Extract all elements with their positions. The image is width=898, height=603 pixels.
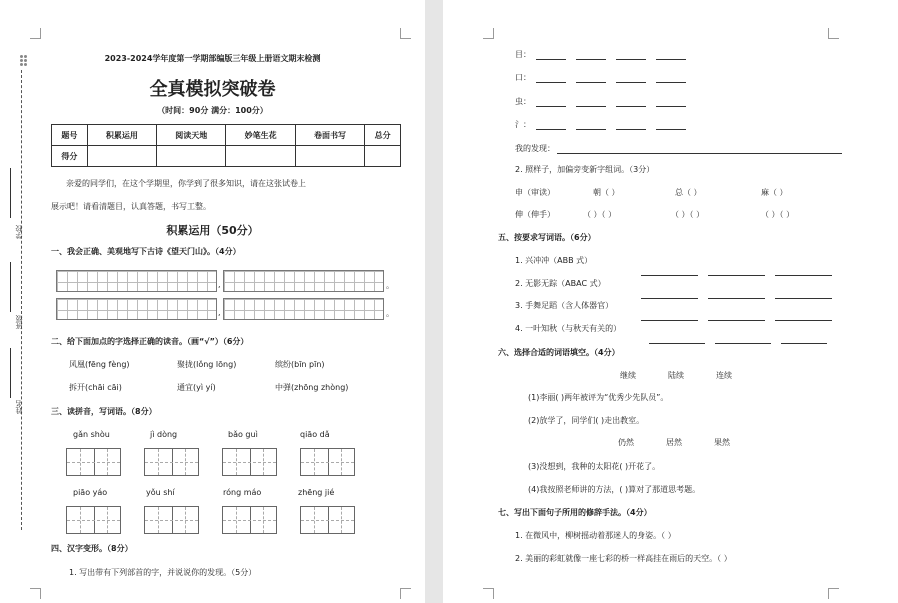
char-item[interactable]: 麻（ ） (761, 188, 788, 197)
intro-line-2: 展示吧！请看清题目，认真答题，书写工整。 (51, 202, 211, 211)
word-option: 居然 (666, 438, 682, 447)
radical-mu: 目： (515, 49, 686, 60)
table-header: 妙笔生花 (226, 125, 295, 146)
writing-grid[interactable] (223, 270, 384, 292)
word-option: 连续 (716, 371, 732, 380)
crop-mark (483, 28, 494, 39)
pinyin-label: bǎo guì (228, 430, 258, 439)
page-title: 全真模拟突破卷 (149, 79, 276, 100)
question-7: 七、写出下面句子所用的修辞手法。（4分） (498, 508, 652, 517)
q5-answer-lines[interactable] (641, 257, 832, 276)
question-3: 三、读拼音，写词语。（8分） (51, 407, 157, 416)
crop-mark (400, 588, 411, 599)
q5-item: 1. 兴冲冲（ABB 式） (515, 256, 593, 265)
score-cell[interactable] (295, 146, 364, 167)
q5-item: 2. 无影无踪（ABAC 式） (515, 279, 606, 288)
radical-kou: 口： (515, 72, 686, 83)
radical-chong: 虫： (515, 96, 686, 107)
pinyin-choice[interactable]: 中弹(zhōng zhòng) (275, 383, 349, 392)
crop-mark (828, 28, 839, 39)
question-4-1: 1. 写出带有下列部首的字，并说说你的发现。（5分） (69, 568, 257, 577)
score-cell[interactable] (87, 146, 156, 167)
writing-grid[interactable] (56, 270, 217, 292)
score-cell[interactable] (365, 146, 401, 167)
fill-sentence[interactable]: (2)放学了，同学们( )走出教室。 (528, 416, 645, 425)
word-option: 继续 (620, 371, 636, 380)
q5-answer-lines[interactable] (641, 302, 832, 321)
time-score: （时间：90分 满分：100分） (157, 106, 268, 115)
fill-sentence[interactable]: (3)没想到，我种的太阳花( )开花了。 (528, 462, 661, 471)
pinyin-label: róng máo (223, 488, 262, 497)
pinyin-label: zhēng jié (298, 488, 335, 497)
word-option: 陆续 (668, 371, 684, 380)
name-label: 姓名 (15, 400, 23, 414)
pinyin-choice[interactable]: 缤纷(bīn pīn) (275, 360, 325, 369)
table-header: 阅读天地 (157, 125, 226, 146)
char-item[interactable]: （ ）（ ） (761, 210, 795, 219)
word-option: 仍然 (618, 438, 634, 447)
q5-answer-lines[interactable] (641, 280, 832, 299)
q5-answer-lines[interactable] (649, 325, 827, 344)
char-item[interactable]: （ ）（ ） (583, 210, 617, 219)
pinyin-choice[interactable]: 风凰(fēng fèng) (69, 360, 130, 369)
fill-sentence[interactable]: (4)我按照老师讲的方法，( )算对了那道思考题。 (528, 485, 701, 494)
q5-item: 3. 手舞足蹈（含人体器官） (515, 301, 614, 310)
question-1: 一、我会正确、美观地写下古诗《望天门山》。（4分） (51, 247, 241, 256)
q7-sentence[interactable]: 1. 在微风中，柳树摇动着那迷人的身姿。（ ） (515, 531, 676, 540)
intro-line-1: 亲爱的同学们，在这个学期里，你学到了很多知识，请在这张试卷上 (66, 179, 306, 188)
writing-grid[interactable] (56, 298, 217, 320)
exam-header: 2023-2024学年度第一学期部编版三年级上册语文期末检测 (104, 54, 321, 63)
score-table (51, 124, 401, 167)
score-cell[interactable] (157, 146, 226, 167)
question-6: 六、选择合适的词语填空。（4分） (498, 348, 620, 357)
radical-shui: 氵： (515, 119, 686, 130)
crop-mark (30, 588, 41, 599)
question-4-2: 2. 照样子，加偏旁变新字组词。（3分） (515, 165, 655, 174)
pinyin-label: jì dòng (150, 430, 178, 439)
pinyin-choice[interactable]: 聚拢(lǒng lōng) (177, 360, 237, 369)
crop-mark (30, 28, 41, 39)
q5-item: 4. 一叶知秋（与秋天有关的） (515, 324, 622, 333)
table-header: 总分 (365, 125, 401, 146)
answer-box[interactable] (66, 506, 121, 534)
school-label: 学校 (15, 225, 23, 239)
answer-box[interactable] (144, 506, 199, 534)
answer-box[interactable] (300, 448, 355, 476)
page-1: 学校 班级 姓名 2023-2024学年度第一学期部编版三年级上册语文期末检测 全真模拟突破卷 （时间：90分 满分：100分） 题号 积累运用 阅读天地 妙笔生花 卷面书写 总分 得分 亲爱的同学们，在这个学期里，你学到了很多知识，请在这张试卷上 展示吧！请看清题目，认真答题，书写工整。 积累运用（50分） 一、我会正确、美观地写下古诗《望天门山》。（4分） , 。 , 。 二、给下面加点的字选择正确的读音。（画“√”）（6分） 风凰(fēng fèng) 聚拢(lǒng lōng) 缤纷(bīn pīn) 拆开(chāi cāi) 通宜(yì yí) 中弹(zhōng zhòng) 三、读拼音，写词语。（8分） gǎn shòu jì dòng bǎo guì qiāo dǎ piāo yáo yǒu shí róng máo zhēng jié 四、汉字变形。（8分） 1. 写出带有下列部首的字，并说说你的发现。（5分） (0, 0, 425, 603)
char-item: 申（审读） (515, 188, 555, 197)
crop-mark (400, 28, 411, 39)
crop-mark (828, 588, 839, 599)
pinyin-choice[interactable]: 通宜(yì yí) (177, 383, 216, 392)
writing-grid[interactable] (223, 298, 384, 320)
answer-box[interactable] (222, 506, 277, 534)
answer-box[interactable] (300, 506, 355, 534)
question-5: 五、按要求写词语。（6分） (498, 233, 596, 242)
pinyin-label: gǎn shòu (73, 430, 110, 439)
pinyin-label: piāo yáo (73, 488, 108, 497)
answer-box[interactable] (222, 448, 277, 476)
question-2: 二、给下面加点的字选择正确的读音。（画“√”）（6分） (51, 337, 249, 346)
char-item[interactable]: 朝（ ） (593, 188, 620, 197)
fill-sentence[interactable]: (1)李丽( )两年被评为“优秀少先队员”。 (528, 393, 669, 402)
table-row-label: 得分 (52, 146, 88, 167)
section-title: 积累运用（50分） (166, 224, 259, 237)
class-label: 班级 (15, 315, 23, 329)
crop-mark (483, 588, 494, 599)
table-header: 卷面书写 (295, 125, 364, 146)
question-4: 四、汉字变形。（8分） (51, 544, 133, 553)
discovery-line: 我的发现： (515, 143, 842, 154)
char-item[interactable]: （ ）（ ） (671, 210, 705, 219)
pinyin-choice[interactable]: 拆开(chāi cāi) (69, 383, 122, 392)
page-2 (443, 0, 898, 603)
pinyin-label: yǒu shí (146, 488, 175, 497)
pinyin-label: qiāo dǎ (300, 430, 330, 439)
word-option: 果然 (714, 438, 730, 447)
char-item[interactable]: 总（ ） (675, 188, 702, 197)
char-item: 伸（伸手） (515, 210, 555, 219)
answer-box[interactable] (66, 448, 121, 476)
table-header: 题号 (52, 125, 88, 146)
table-header: 积累运用 (87, 125, 156, 146)
q7-sentence[interactable]: 2. 美丽的彩虹就像一座七彩的桥一样高挂在雨后的天空。（ ） (515, 554, 732, 563)
score-cell[interactable] (226, 146, 295, 167)
answer-box[interactable] (144, 448, 199, 476)
